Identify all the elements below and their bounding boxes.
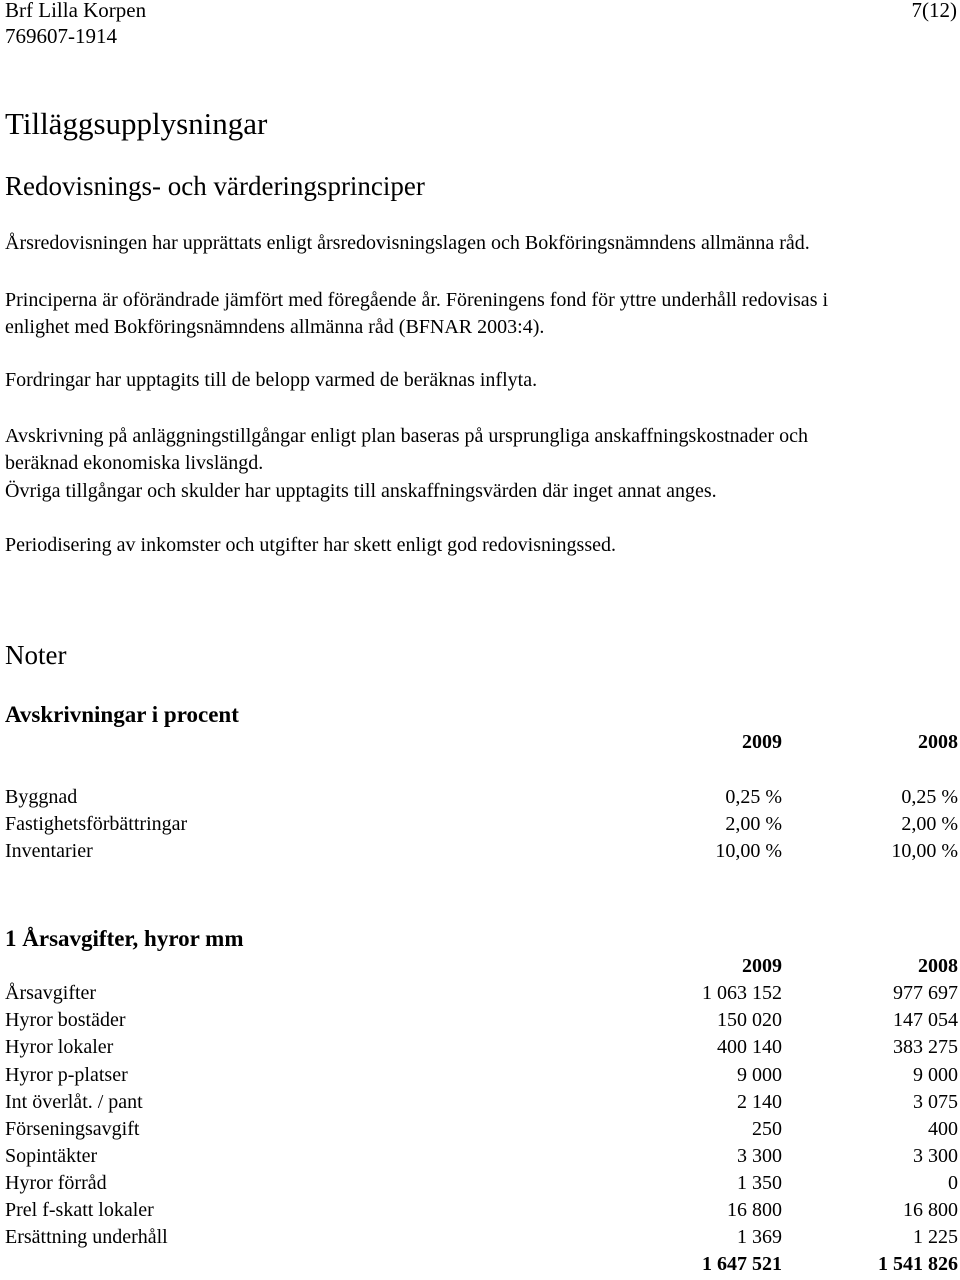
principles-paragraph-5: Övriga tillgångar och skulder har upptagits till anskaffningsvärden där inget annat anges.: [5, 480, 717, 502]
value-2009: 2 140: [737, 1091, 782, 1113]
row-label: Hyror förråd: [5, 1172, 107, 1194]
principles-paragraph-6: Periodisering av inkomster och utgifter har skett enligt god redovisningssed.: [5, 534, 616, 556]
year-2009-label: 2009: [742, 731, 782, 753]
table-row: [0, 1172, 960, 1199]
total-2008: 1 541 826: [878, 1253, 958, 1275]
principles-paragraph-2-line-2: enlighet med Bokföringsnämndens allmänna råd (BFNAR 2003:4).: [5, 316, 545, 338]
table-row: [0, 1145, 960, 1172]
depreciation-year-header: [0, 731, 960, 758]
row-label: Hyror p-platser: [5, 1064, 128, 1086]
value-2008: 2,00 %: [901, 813, 958, 835]
year-2009-label: 2009: [742, 955, 782, 977]
page-title: Tilläggsupplysningar: [5, 106, 268, 141]
value-2009: 1 063 152: [702, 982, 782, 1004]
row-label: Int överlåt. / pant: [5, 1091, 143, 1113]
row-label: Förseningsavgift: [5, 1118, 140, 1140]
table-row: [0, 1009, 960, 1036]
total-2009: 1 647 521: [702, 1253, 782, 1275]
table-row: [0, 1118, 960, 1145]
value-2009: 16 800: [727, 1199, 782, 1221]
value-2008: 9 000: [913, 1064, 958, 1086]
principles-paragraph-4-line-2: beräknad ekonomiska livslängd.: [5, 452, 264, 474]
value-2009: 0,25 %: [725, 786, 782, 808]
page-number: 7(12): [911, 0, 957, 22]
value-2008: 3 300: [913, 1145, 958, 1167]
year-2008-label: 2008: [918, 731, 958, 753]
table-row: [0, 982, 960, 1009]
row-label: Årsavgifter: [5, 982, 97, 1004]
depreciation-heading: Avskrivningar i procent: [5, 702, 239, 727]
note-1-heading: 1 Årsavgifter, hyror mm: [5, 926, 244, 951]
value-2008: 3 075: [913, 1091, 958, 1113]
principles-heading: Redovisnings- och värderingsprinciper: [5, 171, 425, 201]
value-2009: 150 020: [717, 1009, 782, 1031]
note-1-year-header: [0, 955, 960, 982]
row-label: Fastighetsförbättringar: [5, 813, 188, 835]
value-2009: 400 140: [717, 1036, 782, 1058]
value-2008: 10,00 %: [891, 840, 958, 862]
value-2009: 2,00 %: [725, 813, 782, 835]
row-label: Hyror bostäder: [5, 1009, 126, 1031]
table-row: [0, 840, 960, 867]
year-2008-label: 2008: [918, 955, 958, 977]
principles-paragraph-3: Fordringar har upptagits till de belopp varmed de beräknas inflyta.: [5, 369, 538, 391]
value-2009: 10,00 %: [715, 840, 782, 862]
row-label: Inventarier: [5, 840, 93, 862]
value-2008: 16 800: [903, 1199, 958, 1221]
principles-paragraph-2-line-1: Principerna är oförändrade jämfört med föregående år. Föreningens fond för yttre underhåll redovisas i: [5, 289, 829, 311]
value-2009: 1 350: [737, 1172, 782, 1194]
row-label: Prel f-skatt lokaler: [5, 1199, 154, 1221]
row-label: Sopintäkter: [5, 1145, 98, 1167]
table-row: [0, 1226, 960, 1253]
row-label: Hyror lokaler: [5, 1036, 114, 1058]
value-2008: 400: [928, 1118, 958, 1140]
table-row: [0, 1199, 960, 1226]
table-row: [0, 1091, 960, 1118]
row-label: Byggnad: [5, 786, 78, 808]
value-2008: 147 054: [893, 1009, 958, 1031]
value-2009: 3 300: [737, 1145, 782, 1167]
value-2009: 250: [752, 1118, 782, 1140]
table-row: [0, 1064, 960, 1091]
value-2009: 9 000: [737, 1064, 782, 1086]
value-2009: 1 369: [737, 1226, 782, 1248]
principles-paragraph-1: Årsredovisningen har upprättats enligt årsredovisningslagen och Bokföringsnämndens allmänna råd.: [5, 232, 810, 254]
table-row: [0, 813, 960, 840]
org-number: 769607-1914: [5, 24, 117, 48]
table-row: [0, 786, 960, 813]
table-row: [0, 1036, 960, 1063]
row-label: Ersättning underhåll: [5, 1226, 168, 1248]
value-2008: 0: [948, 1172, 958, 1194]
org-name: Brf Lilla Korpen: [5, 0, 147, 22]
notes-heading: Noter: [5, 640, 67, 670]
principles-paragraph-4-line-1: Avskrivning på anläggningstillgångar enligt plan baseras på ursprungliga anskaffningskostnader och: [5, 425, 808, 447]
value-2008: 977 697: [893, 982, 958, 1004]
value-2008: 0,25 %: [901, 786, 958, 808]
value-2008: 383 275: [893, 1036, 958, 1058]
value-2008: 1 225: [913, 1226, 958, 1248]
